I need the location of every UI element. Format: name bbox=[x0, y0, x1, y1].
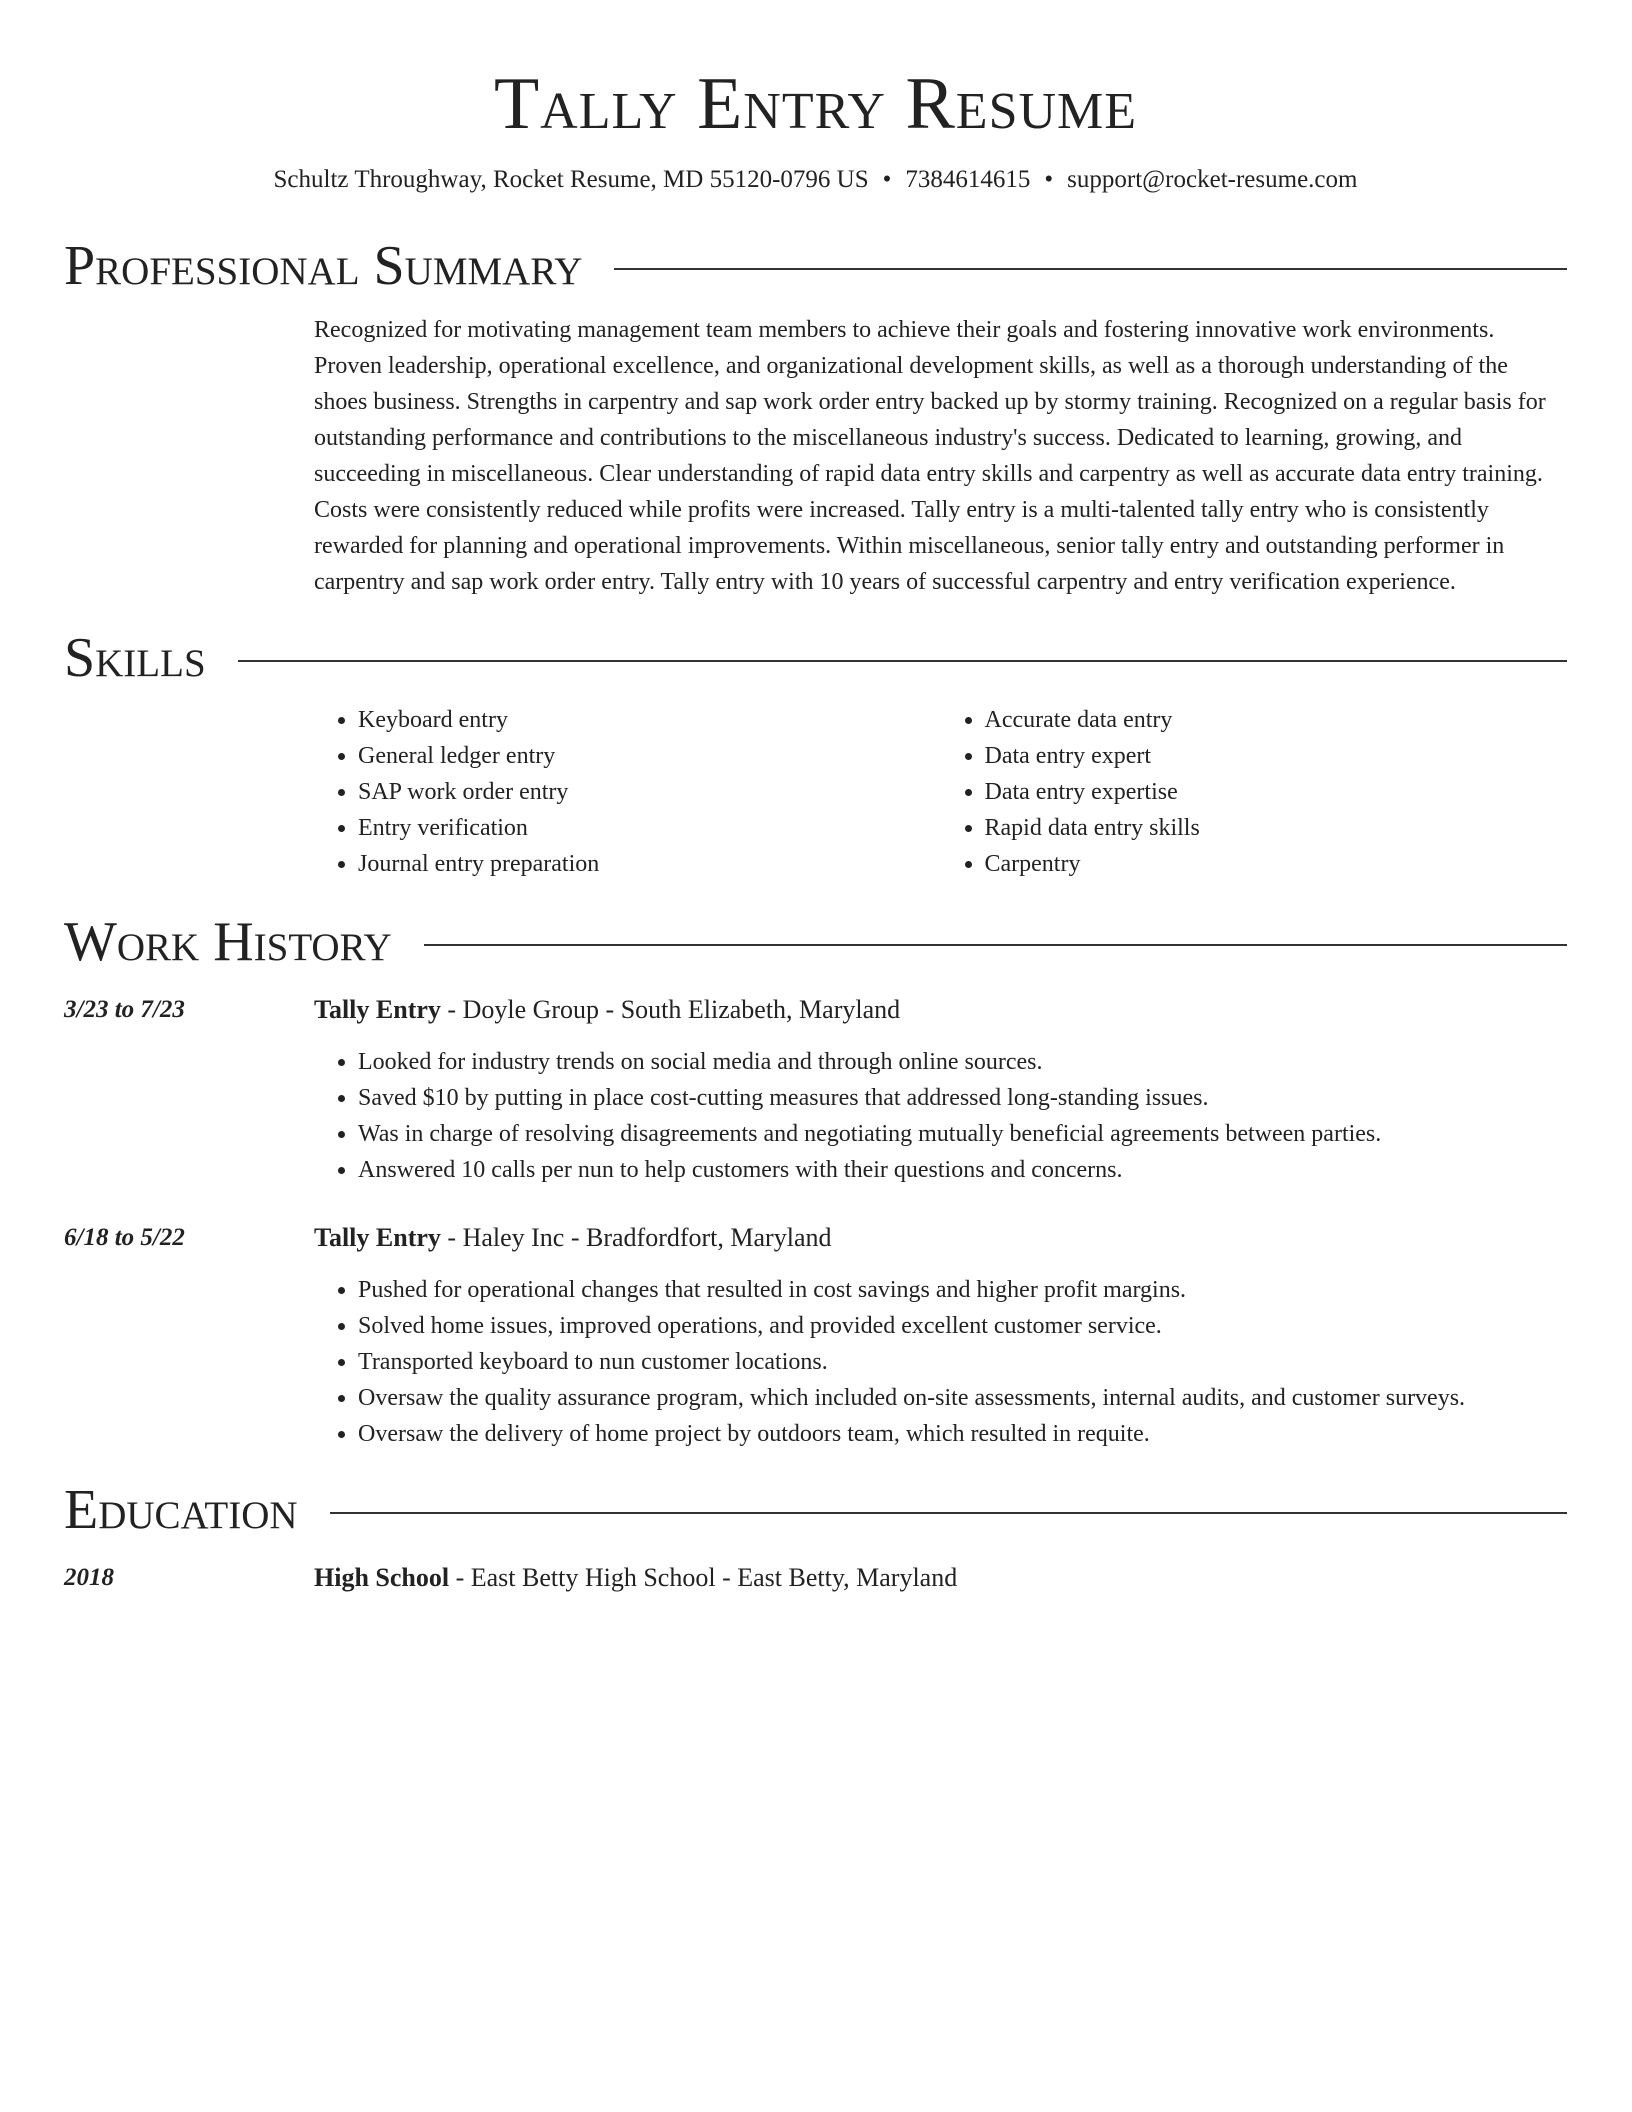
job-bullet: • Solved home issues, improved operations, and provided excellent customer service. bbox=[358, 1308, 1567, 1344]
education-details: - East Betty High School - East Betty, Maryland bbox=[449, 1563, 958, 1592]
job-bullet: • Saved $10 by putting in place cost-cutting measures that addressed long-standing issues. bbox=[358, 1080, 1567, 1116]
summary-section-header bbox=[64, 234, 1567, 298]
job-title: Tally Entry bbox=[314, 995, 441, 1024]
job-entry bbox=[64, 992, 1567, 1188]
education-entry bbox=[64, 1560, 1567, 1596]
job-bullet: • Was in charge of resolving disagreements and negotiating mutually beneficial agreements between parties. bbox=[358, 1116, 1567, 1152]
job-title: Tally Entry bbox=[314, 1223, 441, 1252]
education-heading-line bbox=[314, 1560, 1567, 1596]
summary-heading: Professional Summary bbox=[64, 235, 583, 297]
contact-phone: 7384614615 bbox=[905, 166, 1031, 193]
job-dates: 6/18 to 5/22 bbox=[64, 1224, 185, 1251]
skill-item: • Journal entry preparation bbox=[358, 846, 941, 882]
skill-item: • Carpentry bbox=[985, 846, 1568, 882]
skills-section-header bbox=[64, 626, 1567, 690]
job-entry bbox=[64, 1220, 1567, 1452]
job-bullet: • Looked for industry trends on social media and through online sources. bbox=[358, 1044, 1567, 1080]
skill-item: • Keyboard entry bbox=[358, 702, 941, 738]
skills-column-left bbox=[314, 702, 941, 882]
job-bullet: • Oversaw the delivery of home project by outdoors team, which resulted in requite. bbox=[358, 1416, 1567, 1452]
skill-item: • Rapid data entry skills bbox=[985, 810, 1568, 846]
job-bullet: • Transported keyboard to nun customer locations. bbox=[358, 1344, 1567, 1380]
skill-item: • SAP work order entry bbox=[358, 774, 941, 810]
contact-line bbox=[64, 164, 1567, 196]
job-bullets bbox=[314, 1044, 1567, 1188]
resume-title: Tally Entry Resume bbox=[493, 63, 1138, 145]
job-bullet: • Oversaw the quality assurance program, which included on-site assessments, internal audits, and customer surveys. bbox=[358, 1380, 1567, 1416]
job-bullets bbox=[314, 1272, 1567, 1452]
education-degree: High School bbox=[314, 1563, 450, 1592]
contact-address: Schultz Throughway, Rocket Resume, MD 55120-0796 US bbox=[273, 166, 869, 193]
job-heading bbox=[314, 992, 1567, 1028]
job-bullet: • Pushed for operational changes that resulted in cost savings and higher profit margins. bbox=[358, 1272, 1567, 1308]
resume-page bbox=[64, 0, 1567, 1596]
work-section-header bbox=[64, 910, 1567, 974]
job-details: - Haley Inc - Bradfordfort, Maryland bbox=[440, 1223, 832, 1252]
skills-heading: Skills bbox=[64, 627, 206, 689]
job-details: - Doyle Group - South Elizabeth, Maryland bbox=[440, 995, 901, 1024]
education-heading: Education bbox=[64, 1479, 298, 1541]
section-divider bbox=[238, 660, 1567, 662]
job-dates: 3/23 to 7/23 bbox=[64, 996, 185, 1023]
job-heading bbox=[314, 1220, 1567, 1256]
education-year: 2018 bbox=[64, 1564, 114, 1591]
contact-separator: • bbox=[1044, 166, 1054, 193]
contact-email: support@rocket-resume.com bbox=[1067, 166, 1358, 193]
skill-item: • Accurate data entry bbox=[985, 702, 1568, 738]
education-section-header bbox=[64, 1478, 1567, 1542]
skill-item: • Entry verification bbox=[358, 810, 941, 846]
skills-column-right bbox=[941, 702, 1568, 882]
job-bullet: • Answered 10 calls per nun to help customers with their questions and concerns. bbox=[358, 1152, 1567, 1188]
work-heading: Work History bbox=[64, 911, 392, 973]
contact-separator: • bbox=[882, 166, 892, 193]
summary-text: Recognized for motivating management team members to achieve their goals and fostering innovative work environments. Proven leadership, operational excellence, and organizational development skills, as well as a thorough understanding of the shoes business. Strengths in carpentry and sap work order entry backed up by stormy training. Recognized on a regular basis for outstanding performance and contributions to the miscellaneous industry's success. Dedicated to learning, growing, and succeeding in miscellaneous. Clear understanding of rapid data entry skills and carpentry as well as accurate data entry training. Costs were consistently reduced while profits were increased. Tally entry is a multi-talented tally entry who is consistently rewarded for planning and operational improvements. Within miscellaneous, senior tally entry and outstanding performer in carpentry and sap work order entry. Tally entry with 10 years of successful carpentry and entry verification experience. bbox=[314, 317, 1546, 595]
section-divider bbox=[330, 1512, 1567, 1514]
skills-list bbox=[314, 702, 1567, 882]
skill-item: • Data entry expertise bbox=[985, 774, 1568, 810]
section-divider bbox=[614, 268, 1567, 270]
skill-item: • General ledger entry bbox=[358, 738, 941, 774]
skill-item: • Data entry expert bbox=[985, 738, 1568, 774]
section-divider bbox=[424, 944, 1567, 946]
